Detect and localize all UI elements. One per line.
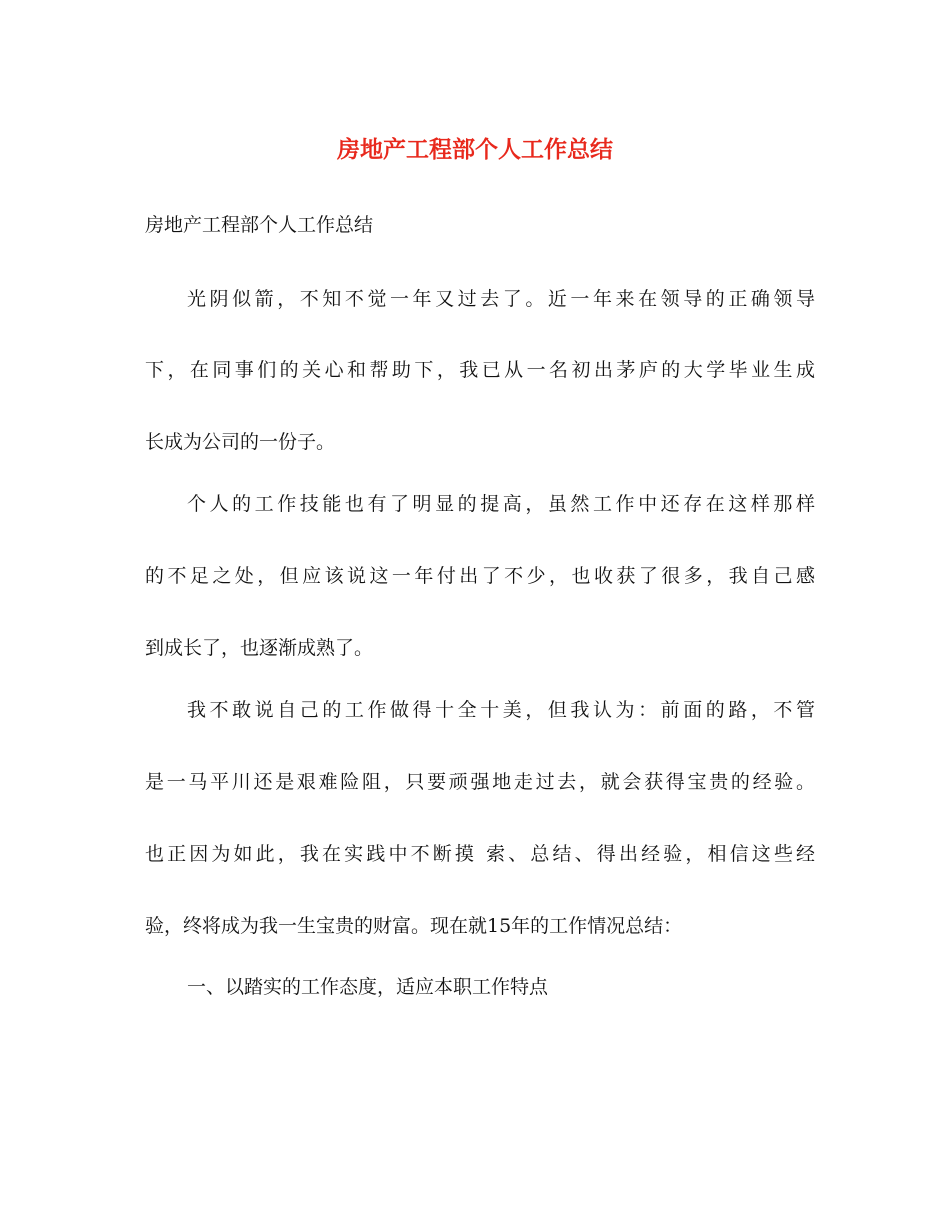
document-title: 房地产工程部个人工作总结 [337, 136, 613, 163]
paragraph-3-line-2: 是一马平川还是艰难险阻，只要顽强地走过去，就会获得宝贵的经验。 [145, 771, 815, 793]
paragraph-3-line-4: 验，终将成为我一生宝贵的财富。现在就15年的工作情况总结： [145, 915, 683, 937]
subtitle-line: 房地产工程部个人工作总结 [145, 214, 374, 236]
paragraph-1-line-2: 下，在同事们的关心和帮助下，我已从一名初出茅庐的大学毕业生成 [145, 359, 815, 381]
paragraph-1-line-1: 光阴似箭，不知不觉一年又过去了。近一年来在领导的正确领导 [187, 288, 815, 310]
paragraph-2-line-2: 的不足之处，但应该说这一年付出了不少，也收获了很多，我自己感 [145, 565, 815, 587]
paragraph-2-line-1: 个人的工作技能也有了明显的提高，虽然工作中还存在这样那样 [187, 493, 815, 515]
paragraph-3-line-3: 也正因为如此，我在实践中不断摸 索、总结、得出经验，相信这些经 [145, 843, 815, 865]
section-heading-1: 一、以踏实的工作态度，适应本职工作特点 [187, 976, 549, 998]
paragraph-2-line-3: 到成长了，也逐渐成熟了。 [145, 637, 374, 659]
paragraph-1-line-3: 长成为公司的一份子。 [145, 431, 336, 453]
paragraph-3-line-1: 我不敢说自己的工作做得十全十美，但我认为：前面的路，不管 [187, 699, 815, 721]
